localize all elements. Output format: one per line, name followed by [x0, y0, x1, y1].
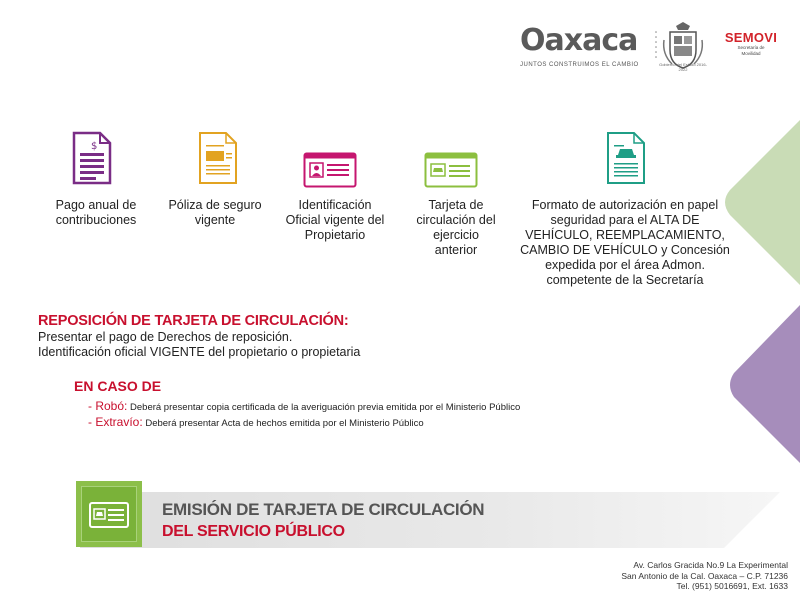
case-key-extravio: Extravío: [95, 415, 143, 429]
purple-decorative-shape [728, 305, 800, 465]
case-text-robo: Deberá presentar copia certificada de la averiguación previa emitida por el Ministerio Público [127, 402, 521, 413]
reposicion-line-2: Identificación oficial VIGENTE del propietario o propietaria [38, 345, 361, 359]
case-dash: - [88, 415, 96, 429]
requirement-authorization-form-label: Formato de autorización en papel seguridad para el ALTA DE VEHÍCULO, REEMPLACAMIENTO, CAMBIO DE VEHÍCULO y Concesión expedida por el área Admon. competente de la Secretaría [520, 198, 730, 287]
address-line-3: Tel. (951) 5016691, Ext. 1633 [676, 581, 788, 591]
case-item-robo [88, 399, 520, 413]
id-card-icon [303, 152, 357, 188]
semovi-subtitle-1: Secretaría de [737, 45, 765, 50]
banner-subtitle: DEL SERVICIO PÚBLICO [162, 523, 345, 540]
requirement-id-label: Identificación Oficial vigente del Propietario [285, 198, 385, 242]
requirement-insurance-label: Póliza de seguro vigente [168, 198, 262, 227]
receipt-dollar-icon [70, 131, 114, 185]
en-caso-title: EN CASO DE [74, 378, 162, 394]
requirement-previous-card-label: Tarjeta de circulación del ejercicio anterior [416, 198, 496, 257]
vehicle-card-icon [89, 502, 129, 528]
svg-text:$: $ [91, 141, 98, 152]
case-item-extravio [88, 415, 424, 429]
semovi-title: SEMOVI [724, 30, 778, 45]
reposicion-line-1: Presentar el pago de Derechos de reposición. [38, 330, 293, 344]
insurance-document-icon [196, 131, 240, 185]
address-line-2: San Antonio de la Cal. Oaxaca – C.P. 71236 [621, 570, 788, 581]
vehicle-form-icon [604, 131, 648, 185]
semovi-subtitle-2: Movilidad [741, 51, 761, 56]
address-line-1: Av. Carlos Gracida No.9 La Experimental [633, 560, 788, 570]
reposicion-title: REPOSICIÓN DE TARJETA DE CIRCULACIÓN: [38, 313, 349, 329]
case-text-extravio: Deberá presentar Acta de hechos emitida por el Ministerio Público [142, 418, 424, 429]
case-dash: - [88, 399, 96, 413]
seal-caption: Gobierno del Estado 2016-2022 [659, 62, 707, 72]
semovi-logo [722, 30, 780, 57]
requirement-payment-label: Pago anual de contribuciones [55, 198, 137, 227]
banner-title: EMISIÓN DE TARJETA DE CIRCULACIÓN [162, 500, 485, 519]
oaxaca-wordmark: Oaxaca [520, 23, 638, 58]
address-block [621, 560, 788, 592]
oaxaca-tagline: JUNTOS CONSTRUIMOS EL CAMBIO [520, 62, 639, 68]
vehicle-card-icon [424, 152, 478, 188]
logo-separator [655, 30, 657, 62]
oaxaca-logo [520, 23, 650, 76]
case-key-robo: Robó: [95, 399, 128, 413]
